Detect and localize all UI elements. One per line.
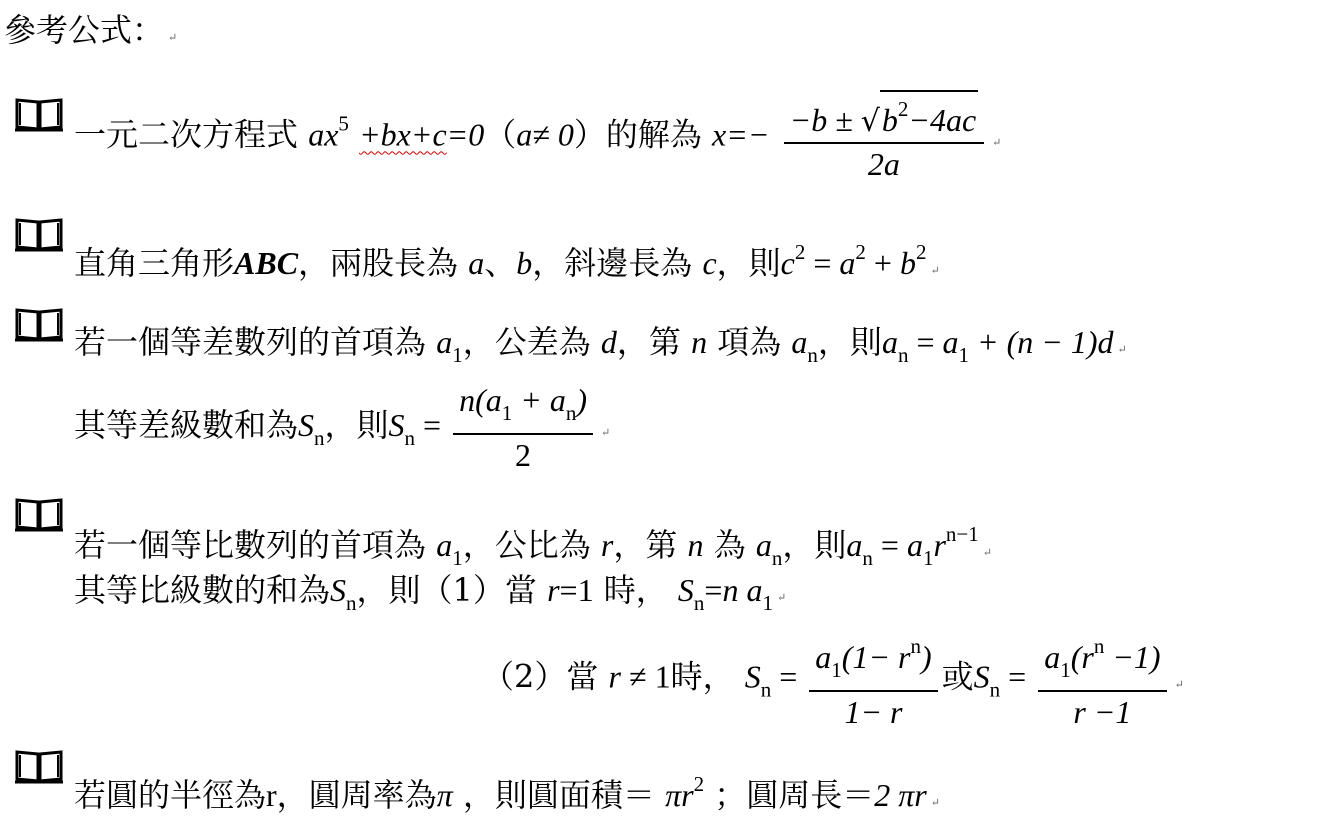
math: + bbox=[865, 245, 900, 281]
math: a bbox=[436, 324, 453, 360]
text: ，兩股長為 bbox=[298, 244, 459, 282]
math: a bbox=[906, 527, 923, 563]
math: ) bbox=[921, 639, 932, 675]
open-book-icon bbox=[14, 304, 64, 342]
return-mark: ↵ bbox=[776, 591, 787, 604]
math: n a bbox=[722, 572, 763, 608]
math: r bbox=[608, 658, 621, 695]
subscript: n bbox=[989, 677, 1001, 702]
math: x=− bbox=[712, 116, 770, 153]
text: 其等差級數和為 bbox=[74, 406, 299, 444]
math: = bbox=[704, 572, 723, 608]
math: (1− r bbox=[841, 639, 911, 675]
text: 、 bbox=[484, 244, 517, 282]
math: c bbox=[702, 245, 717, 281]
math: 2 πr bbox=[874, 777, 927, 813]
subscript: n bbox=[862, 546, 873, 570]
numerator bbox=[453, 380, 593, 435]
open-book-icon bbox=[14, 214, 64, 252]
math: r bbox=[547, 572, 560, 608]
return-mark: ↵ bbox=[992, 135, 1002, 149]
fraction bbox=[1038, 626, 1166, 732]
math: a bbox=[881, 324, 898, 360]
text: 或 bbox=[941, 657, 974, 696]
math: r bbox=[600, 527, 614, 563]
text: ，公比為 bbox=[462, 526, 591, 564]
radical-sign: √ bbox=[860, 104, 880, 139]
math: a bbox=[839, 245, 856, 281]
text: ，第 bbox=[613, 526, 678, 564]
math: πr bbox=[665, 777, 694, 813]
exponent: 2 bbox=[897, 97, 909, 121]
math: S bbox=[388, 407, 405, 443]
math: ≠ 1 bbox=[621, 658, 671, 695]
exponent: 2 bbox=[915, 240, 927, 264]
formula-geometric-series-case1 bbox=[74, 570, 786, 623]
math: = bbox=[872, 527, 907, 563]
denominator: r −1 bbox=[1073, 694, 1132, 730]
math: =0 bbox=[446, 116, 485, 153]
math: = bbox=[415, 407, 450, 443]
subscript: 1 bbox=[501, 401, 513, 425]
return-mark: ↵ bbox=[1117, 343, 1127, 356]
math: b bbox=[516, 245, 533, 281]
page-title bbox=[4, 10, 177, 58]
math: = bbox=[771, 658, 806, 695]
math: + (n − 1)d bbox=[968, 324, 1114, 360]
text: ，則 bbox=[716, 244, 781, 282]
fraction bbox=[809, 626, 937, 732]
formula-geometric-sequence bbox=[74, 514, 992, 578]
text: （2）當 bbox=[482, 657, 599, 696]
text: 其等比級數的和為 bbox=[74, 571, 331, 609]
fraction bbox=[453, 380, 593, 475]
math: S bbox=[298, 407, 315, 443]
text: ，則 bbox=[782, 526, 847, 564]
spellcheck-underlined-text: +bx+c bbox=[359, 116, 447, 153]
exponent: 2 bbox=[693, 772, 705, 796]
exponent: 2 bbox=[855, 240, 866, 264]
text: 若圓的半徑為 bbox=[74, 776, 267, 814]
subscript: n bbox=[565, 401, 577, 425]
subscript: 1 bbox=[452, 343, 463, 367]
subscript: n bbox=[693, 591, 705, 615]
math: a≠ 0 bbox=[516, 116, 574, 153]
math: n bbox=[687, 527, 704, 563]
subscript: 1 bbox=[762, 591, 773, 615]
math: a bbox=[846, 527, 863, 563]
text: 時， bbox=[670, 657, 735, 696]
return-mark: ↵ bbox=[930, 796, 940, 809]
math: S bbox=[330, 572, 347, 608]
math: = bbox=[1000, 658, 1035, 695]
math: n bbox=[691, 324, 708, 360]
text: ，則 bbox=[324, 406, 389, 444]
subscript: 1 bbox=[831, 658, 842, 682]
subscript: n bbox=[314, 426, 325, 450]
math: a bbox=[436, 527, 453, 563]
math: =1 bbox=[559, 572, 594, 608]
return-mark: ↵ bbox=[600, 426, 611, 439]
text: ，則 bbox=[817, 323, 882, 361]
math: (r bbox=[1070, 639, 1094, 675]
math: −1) bbox=[1104, 639, 1161, 675]
exponent: n bbox=[910, 634, 921, 658]
math: r bbox=[933, 527, 946, 563]
denominator: 1− r bbox=[844, 694, 903, 730]
formula-arithmetic-series bbox=[74, 380, 610, 475]
exponent: 5 bbox=[338, 111, 349, 136]
formula-pythagorean bbox=[74, 232, 940, 291]
text: 的解為 bbox=[605, 115, 702, 154]
math: = bbox=[805, 245, 840, 281]
subscript: n bbox=[760, 677, 772, 702]
text: ） bbox=[573, 115, 606, 154]
text: ，第 bbox=[616, 323, 681, 361]
text: 若一個等比數列的首項為 bbox=[74, 526, 427, 564]
math: −4ac bbox=[908, 102, 977, 138]
fraction bbox=[784, 90, 985, 184]
return-mark: ↵ bbox=[930, 264, 940, 277]
math: + a bbox=[512, 382, 566, 418]
numerator bbox=[809, 626, 937, 692]
exponent: 2 bbox=[794, 240, 806, 264]
math: S bbox=[744, 658, 761, 695]
subscript: n bbox=[346, 591, 357, 615]
math: −b ± bbox=[789, 102, 861, 138]
title-text: 參考公式： bbox=[4, 11, 165, 49]
text: ，斜邊長為 bbox=[532, 244, 693, 282]
text: 若一個等差數列的首項為 bbox=[74, 323, 427, 361]
math: a bbox=[791, 324, 808, 360]
text: 直角三角形 bbox=[74, 244, 235, 282]
text: 為 bbox=[713, 526, 746, 564]
text: ，則圓面積＝ bbox=[462, 776, 655, 814]
numerator bbox=[784, 90, 985, 144]
math: = bbox=[908, 324, 943, 360]
return-mark: ↵ bbox=[168, 31, 178, 44]
subscript: n bbox=[404, 426, 416, 450]
math: r bbox=[266, 777, 277, 813]
math: π bbox=[436, 777, 453, 813]
math: d bbox=[600, 324, 617, 360]
math: b bbox=[899, 245, 916, 281]
text: 時， bbox=[603, 571, 668, 609]
radicand bbox=[880, 90, 978, 137]
subscript: 1 bbox=[452, 546, 463, 570]
math: a bbox=[942, 324, 959, 360]
math: ABC bbox=[234, 245, 299, 281]
math: a bbox=[1044, 639, 1061, 675]
formula-geometric-series-case2 bbox=[482, 626, 1184, 732]
math: a bbox=[468, 245, 485, 281]
subscript: 1 bbox=[958, 343, 969, 367]
math: S bbox=[973, 658, 990, 695]
subscript: n bbox=[807, 343, 818, 367]
math: S bbox=[677, 572, 694, 608]
text: 項為 bbox=[717, 323, 782, 361]
text: ，公差為 bbox=[462, 323, 591, 361]
denominator: 2 bbox=[515, 437, 532, 473]
open-book-icon bbox=[14, 746, 64, 784]
math: b bbox=[881, 102, 898, 138]
math: ax bbox=[308, 116, 339, 153]
open-book-icon bbox=[14, 494, 64, 532]
formula-circle bbox=[74, 764, 940, 823]
subscript: n bbox=[897, 343, 909, 367]
math: c bbox=[780, 245, 795, 281]
math: n(a bbox=[459, 382, 502, 418]
subscript: n bbox=[771, 546, 783, 570]
subscript: 1 bbox=[922, 546, 934, 570]
numerator bbox=[1038, 626, 1166, 692]
math: ) bbox=[576, 382, 587, 418]
return-mark: ↵ bbox=[1174, 677, 1184, 691]
text: （ bbox=[484, 115, 517, 154]
formula-quadratic bbox=[74, 90, 1001, 184]
subscript: 1 bbox=[1060, 658, 1071, 682]
text: ，則（1）當 bbox=[356, 571, 537, 609]
denominator: 2a bbox=[867, 146, 900, 182]
open-book-icon bbox=[14, 94, 64, 132]
formula-arithmetic-sequence bbox=[74, 322, 1127, 375]
text: ；圓周長＝ bbox=[714, 776, 875, 814]
return-mark: ↵ bbox=[982, 546, 992, 559]
math: a bbox=[755, 527, 772, 563]
exponent: n bbox=[1093, 634, 1105, 658]
text: ，圓周率為 bbox=[276, 776, 437, 814]
math: a bbox=[815, 639, 832, 675]
exponent: n−1 bbox=[945, 522, 979, 546]
text: 一元二次方程式 bbox=[74, 115, 299, 154]
